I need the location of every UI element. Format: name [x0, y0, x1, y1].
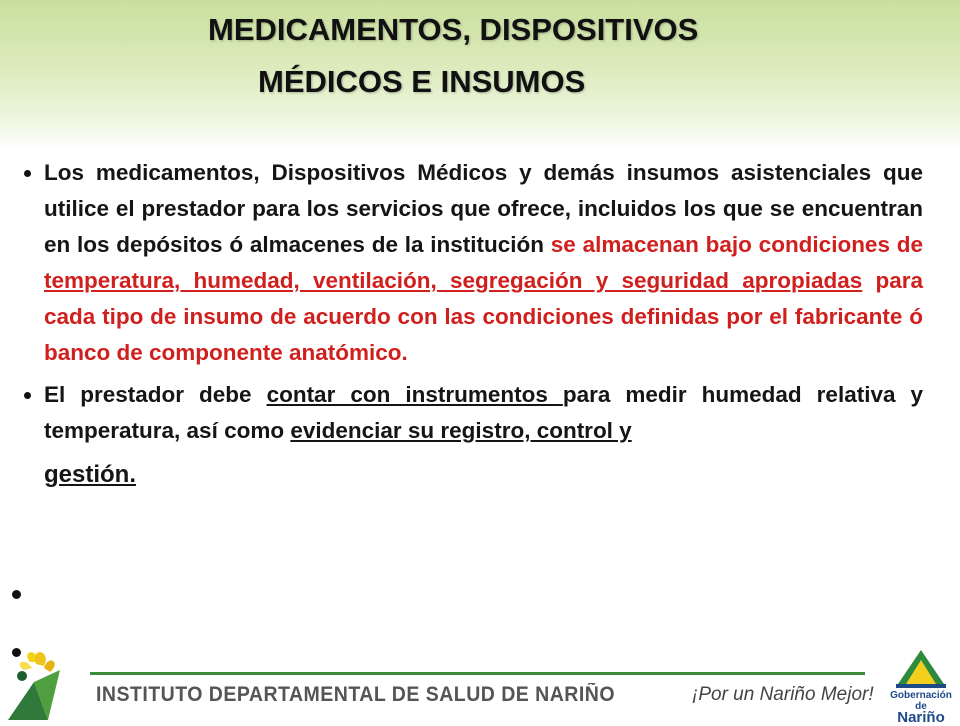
bullet-2-text-c: para medir humedad relativa y temperatura, así como — [44, 382, 923, 443]
bullet-item-1 — [18, 155, 923, 371]
gobernacion-big-label: Nariño — [897, 709, 945, 726]
empty-bullet-icon — [12, 590, 21, 599]
bullet-item-2 — [18, 377, 923, 493]
bullet-1-red-end: para cada tipo de insumo de acuerdo con las condiciones definidas por el fabricante ó banco de componente anatómico. — [44, 268, 923, 365]
flower-logo-icon — [0, 640, 80, 720]
title-line-2: MÉDICOS E INSUMOS — [258, 64, 586, 99]
bullet-1-text: Los medicamentos, Dispositivos Médicos y demás insumos asistenciales que utilice el prestador para los servicios que ofrece, incluidos los que se encuentran en los depósitos ó almacenes de la institución — [44, 160, 923, 257]
gobernacion-small-label: Gobernación de — [890, 690, 952, 712]
bullet-2-underlined-d: evidenciar su registro, control y — [290, 418, 632, 443]
bullet-2-text-a: El prestador debe — [44, 382, 267, 407]
footer-slogan: ¡Por un Nariño Mejor! — [692, 684, 874, 705]
bullet-2-underlined-b: contar con instrumentos — [266, 382, 563, 407]
footer-institution: INSTITUTO DEPARTAMENTAL DE SALUD DE NARIÑO — [96, 683, 615, 706]
title-line-1: MEDICAMENTOS, DISPOSITIVOS — [208, 12, 699, 47]
bullet-dot-icon — [24, 170, 31, 177]
gobernacion-emblem-icon — [888, 640, 954, 690]
gobernacion-logo — [888, 640, 954, 726]
bullet-1-red-text: se almacenan bajo condiciones de — [550, 232, 923, 257]
bullet-1-red-underlined: temperatura, humedad, ventilación, segregación y seguridad apropiadas — [44, 268, 863, 293]
bullet-dot-icon — [24, 392, 31, 399]
footer-divider — [90, 672, 865, 675]
gobernacion-logo-text — [888, 690, 954, 726]
bullet-2-underlined-e: gestión. — [44, 461, 137, 488]
slide-body — [18, 155, 923, 493]
